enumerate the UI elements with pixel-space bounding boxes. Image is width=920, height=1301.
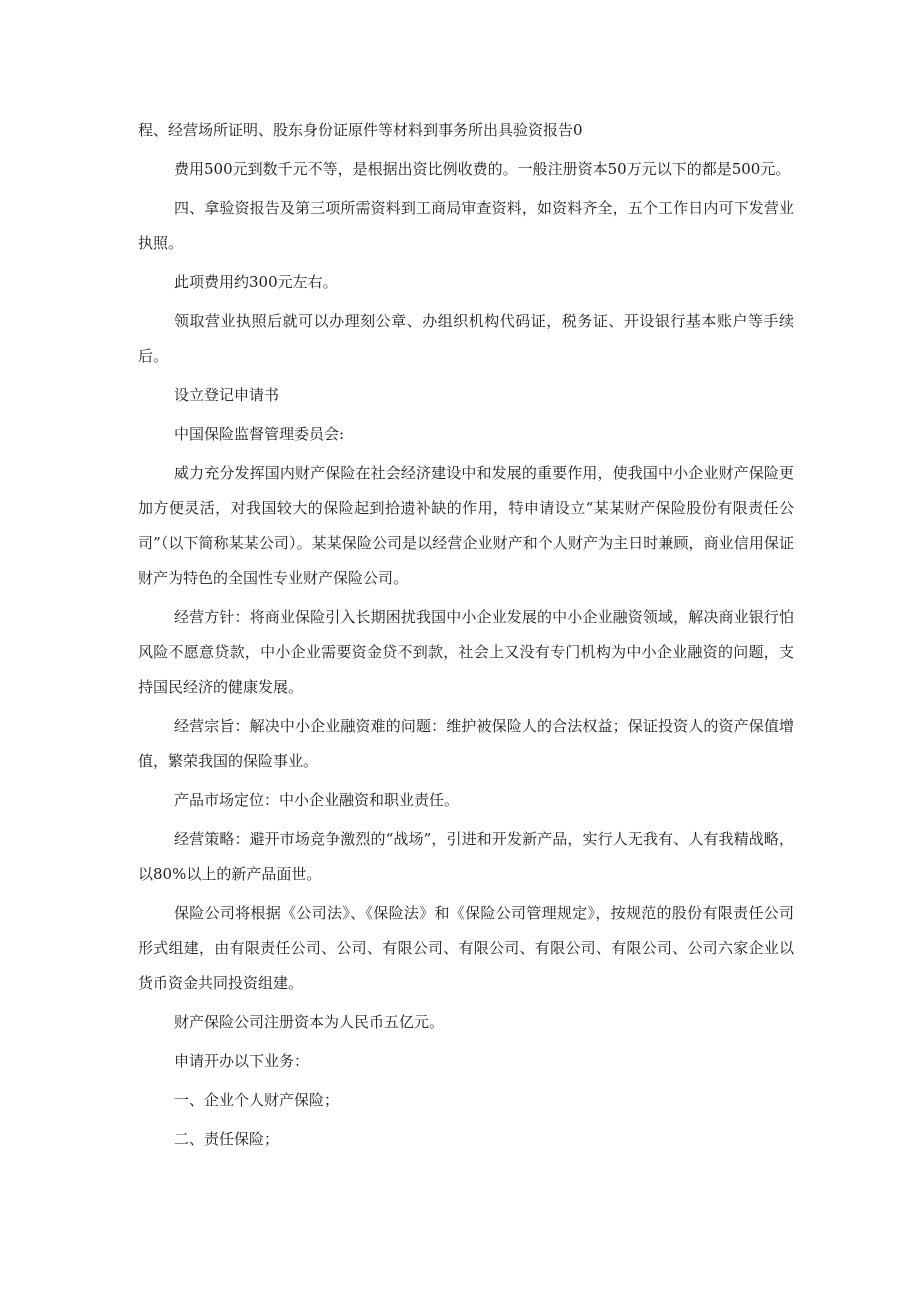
paragraph-5: 领取营业执照后就可以办理刻公章、办组织机构代码证，税务证、开设银行基本账户等手续后。 <box>138 312 794 365</box>
list-item: 二、责任保险； <box>174 1130 280 1148</box>
paragraph-positioning: 产品市场定位：中小企业融资和职业责任。 <box>174 791 460 809</box>
paragraph-1: 程、经营场所证明、股东身份证原件等材料到事务所出具验资报告0 <box>138 121 583 139</box>
paragraph-structure: 保险公司将根据《公司法》、《保险法》和《保险公司管理规定》，按规范的股份有限责任公司形式组建，由有限责任公司、公司、有限公司、有限公司、有限公司、有限公司、公司六家企业以货币资金共同投资组建。 <box>138 904 794 992</box>
list-item: 一、企业个人财产保险； <box>174 1091 340 1109</box>
document-body <box>138 113 794 1161</box>
paragraph-4: 此项费用约300元左右。 <box>174 273 338 291</box>
paragraph-purpose: 经营宗旨：解决中小企业融资难的问题：维护被保险人的合法权益；保证投资人的资产保值增值，繁荣我国的保险事业。 <box>138 717 794 770</box>
addressee: 中国保险监督管理委员会: <box>174 425 345 443</box>
paragraph-policy: 经营方针：将商业保险引入长期困扰我国中小企业发展的中小企业融资领域，解决商业银行怕风险不愿意贷款，中小企业需要资金贷不到款，社会上又没有专门机构为中小企业融资的问题，支持国民经济的健康发展。 <box>138 608 794 696</box>
paragraph-capital: 财产保险公司注册资本为人民币五亿元。 <box>174 1013 445 1031</box>
paragraph-business-heading: 申请开办以下业务： <box>174 1052 310 1070</box>
paragraph-intro: 威力充分发挥国内财产保险在社会经济建设中和发展的重要作用，使我国中小企业财产保险更加方便灵活，对我国较大的保险起到拾遗补缺的作用，特申请设立“某某财产保险股份有限责任公司”（以下简称某某公司）。某某保险公司是以经营企业财产和个人财产为主日时兼顾，商业信用保证财产为特色的全国性专业财产保险公司。 <box>138 464 794 587</box>
paragraph-2: 费用500元到数千元不等，是根据出资比例收费的。一般注册资本50万元以下的都是500元。 <box>174 160 791 178</box>
section-title: 设立登记申请书 <box>174 386 280 404</box>
paragraph-strategy: 经营策略：避开市场竞争激烈的“战场”，引进和开发新产品，实行人无我有、人有我精战略，以80%以上的新产品面世。 <box>138 830 794 883</box>
paragraph-3: 四、拿验资报告及第三项所需资料到工商局审查资料，如资料齐全，五个工作日内可下发营业执照。 <box>138 199 794 252</box>
